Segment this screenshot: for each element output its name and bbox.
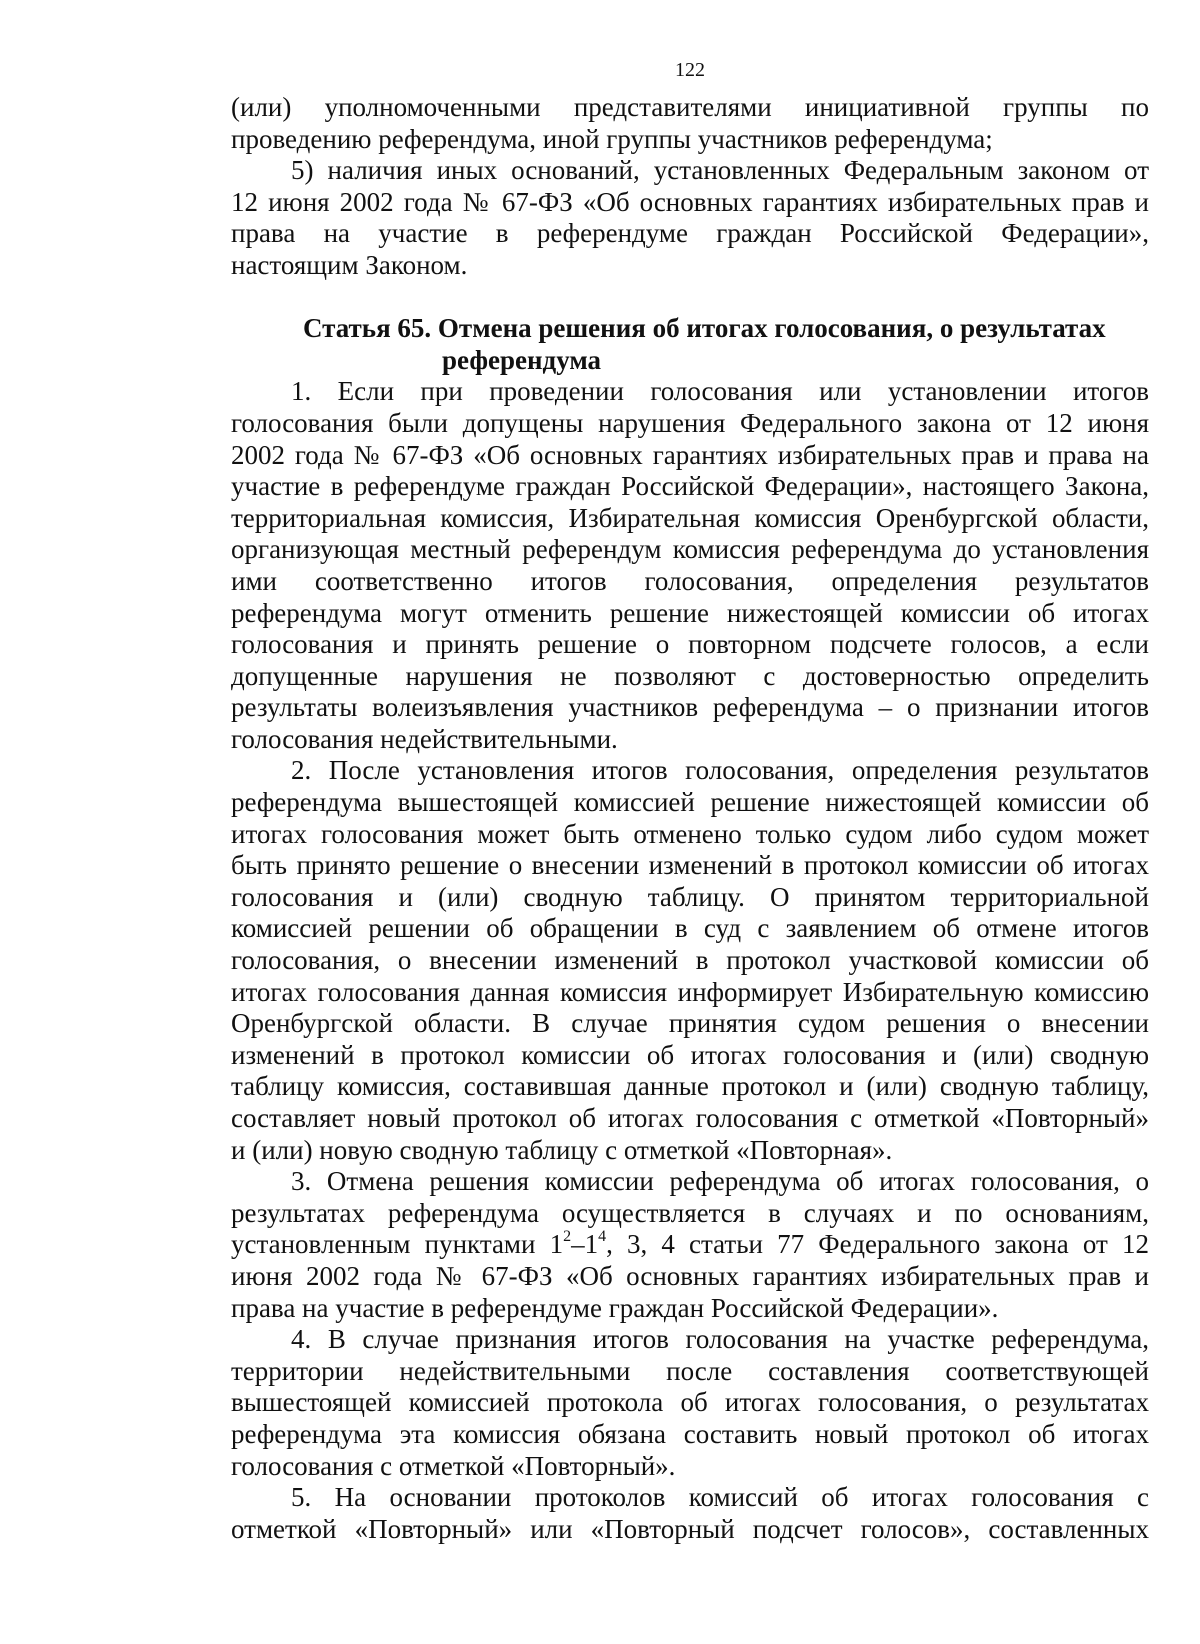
text-line: голосования и (или) сводную таблицу. О принятом территориальной — [231, 881, 1149, 912]
text-line: итогах голосования данная комиссия информирует Избирательную комиссию — [231, 976, 1149, 1007]
text-line: территориальная комиссия, Избирательная комиссия Оренбургской области, — [231, 502, 1149, 533]
text-line: 3. Отмена решения комиссии референдума об итогах голосования, о — [291, 1166, 1149, 1197]
text-line: быть принято решение о внесении изменений в протокол комиссии об итогах — [231, 850, 1149, 881]
text-line-with-superscripts — [231, 1229, 1149, 1261]
superscript: 4 — [598, 1228, 607, 1246]
text-line: 1. Если при проведении голосования или установлении итогов — [291, 376, 1149, 407]
text-line: 5. На основании протоколов комиссий об итогах голосования с — [291, 1482, 1149, 1513]
text-line: проведению референдума, иной группы участников референдума; — [231, 123, 993, 154]
text-line: и (или) новую сводную таблицу с отметкой «Повторная». — [231, 1134, 893, 1165]
text-line: голосования были допущены нарушения Федерального закона от 12 июня — [231, 407, 1149, 438]
text-line: организующая местный референдум комиссия референдума до установления — [231, 534, 1149, 565]
text-line: права на участие в референдуме граждан Российской Федерации». — [231, 1292, 999, 1323]
text-line: итогах голосования может быть отменено только судом либо судом может — [231, 818, 1149, 849]
page-number: 122 — [675, 59, 705, 81]
spacer — [231, 282, 1149, 314]
text-line: Оренбургской области. В случае принятия судом решения о внесении — [231, 1008, 1149, 1039]
text-line: голосования, о внесении изменений в протокол участковой комиссии об — [231, 945, 1149, 976]
article-heading-continued: референдума — [442, 344, 602, 375]
text-line: 2002 года № 67-ФЗ «Об основных гарантиях избирательных прав и права на — [231, 439, 1149, 470]
text-line: (или) уполномоченными представителями инициативной группы по — [231, 92, 1149, 122]
text-line: 5) наличия иных оснований, установленных Федеральным законом от — [291, 155, 1149, 186]
text-line: допущенные нарушения не позволяют с достоверностью определить — [231, 660, 1149, 691]
text-line: комиссией решении об обращении в суд с заявлением об отмене итогов — [231, 913, 1149, 944]
text-line: настоящим Законом. — [231, 249, 468, 280]
document-text — [231, 92, 1149, 1545]
text-line: результатах референдума осуществляется в случаях и по основаниям, — [231, 1197, 1149, 1228]
text-fragment: , 3, 4 статьи 77 Федерального закона от 12 — [606, 1229, 1149, 1260]
text-line: изменений в протокол комиссии об итогах голосования и (или) сводную — [231, 1039, 1149, 1070]
text-line: вышестоящей комиссией протокола об итогах голосования, о результатах — [231, 1387, 1149, 1418]
article-heading: Статья 65. Отмена решения об итогах голосования, о результатах — [303, 313, 1106, 344]
text-line: территории недействительными после составления соответствующей — [231, 1355, 1149, 1386]
text-line: отметкой «Повторный» или «Повторный подсчет голосов», составленных — [231, 1513, 1149, 1544]
text-line: 4. В случае признания итогов голосования на участке референдума, — [291, 1324, 1149, 1355]
text-line: голосования и принять решение о повторном подсчете голосов, а если — [231, 629, 1149, 660]
text-fragment: –1 — [571, 1229, 599, 1260]
text-line: участие в референдуме граждан Российской Федерации», настоящего Закона, — [231, 471, 1149, 502]
text-line: июня 2002 года № 67-ФЗ «Об основных гарантиях избирательных прав и — [231, 1260, 1149, 1291]
text-line: таблицу комиссия, составившая данные протокол и (или) сводную таблицу, — [231, 1071, 1149, 1102]
text-fragment: установленным пунктами 1 — [231, 1229, 564, 1260]
text-line: права на участие в референдуме граждан Российской Федерации», — [231, 218, 1149, 249]
text-line: голосования недействительными. — [231, 723, 618, 754]
text-line: референдума могут отменить решение нижестоящей комиссии об итогах — [231, 597, 1149, 628]
text-line: ими соответственно итогов голосования, определения результатов — [231, 565, 1149, 596]
text-line: голосования с отметкой «Повторный». — [231, 1450, 676, 1481]
text-line: 12 июня 2002 года № 67-ФЗ «Об основных гарантиях избирательных прав и — [231, 186, 1149, 217]
text-line: референдума эта комиссия обязана составить новый протокол об итогах — [231, 1418, 1149, 1449]
superscript: 2 — [563, 1228, 572, 1246]
text-line: составляет новый протокол об итогах голосования с отметкой «Повторный» — [231, 1103, 1149, 1133]
text-line: 2. После установления итогов голосования, определения результатов — [291, 755, 1149, 786]
text-line: результаты волеизъявления участников референдума – о признании итогов — [231, 692, 1149, 723]
text-line: референдума вышестоящей комиссией решение нижестоящей комиссии об — [231, 787, 1149, 818]
